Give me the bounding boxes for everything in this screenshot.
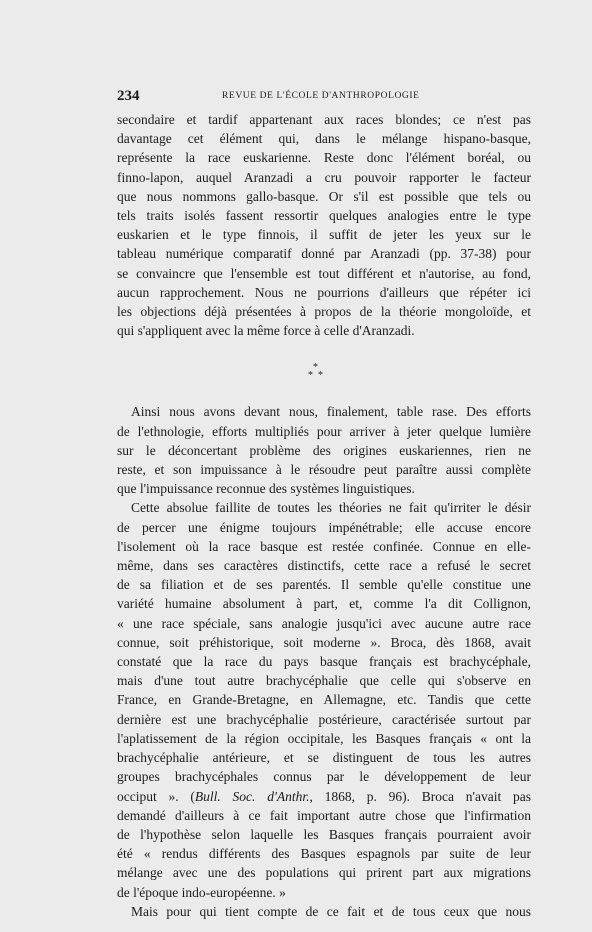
citation-suffix: , 1868, p. 96). Broca n'avait pas <box>309 788 531 804</box>
text-line: qui s'appliquent avec la même force à celle d'Aranzadi. <box>117 323 415 339</box>
text-line: groupes brachycéphales connus par le développement de leur <box>117 769 531 785</box>
asterisk: * <box>308 370 313 382</box>
text-line: l'aplatissement de la région occipitale, les Basques français « ont la <box>117 730 531 746</box>
text-line: de l'époque indo-européenne. » <box>117 884 286 900</box>
citation-journal-title: Bull. Soc. d'Anthr. <box>194 788 310 804</box>
paragraph-4 <box>117 902 531 921</box>
text-line: « une race spéciale, sans analogie jusqu'ici avec aucune autre race <box>117 615 531 631</box>
text-line: variété humaine absolument à part, et, comme l'a dit Collignon, <box>117 596 531 612</box>
text-line: de l'ethnologie, efforts multipliés pour arriver à jeter quelque lumière <box>117 423 531 439</box>
text-line: brachycéphalie antérieure, et se distinguent de tous les autres <box>117 750 531 766</box>
text-line: constaté que la race du pays basque français est brachycéphale, <box>117 654 531 670</box>
text-line: de sa filiation et de ses parentés. Il semble qu'elle constitue une <box>117 577 531 593</box>
asterisk: * <box>318 370 323 382</box>
text-line: Ainsi nous avons devant nous, finalement, table rase. Des efforts <box>131 404 531 420</box>
citation-prefix: occiput ». ( <box>117 788 195 804</box>
page-header <box>117 86 531 108</box>
section-break-asterism <box>117 344 531 402</box>
body-text <box>117 110 531 921</box>
asterisk: * <box>313 362 318 374</box>
text-line: finno-lapon, auquel Aranzadi a cru pouvoir rapporter le facteur <box>117 169 531 185</box>
text-line: que nous nommons gallo-basque. Or s'il est possible que tels ou <box>117 188 531 204</box>
text-line: mélange avec une des populations qui prirent part aux migrations <box>117 865 531 881</box>
page-number: 234 <box>117 88 140 104</box>
text-line: connue, soit préhistorique, soit moderne ». Broca, dès 1868, avait <box>117 634 531 650</box>
paragraph-2 <box>117 402 531 498</box>
citation-line <box>117 787 531 806</box>
text-line: reste, et son impuissance à le résoudre peut paraître aussi complète <box>117 462 531 478</box>
text-line: France, en Grande-Bretagne, en Allemagne, etc. Tandis que cette <box>117 692 531 708</box>
text-line: secondaire et tardif appartenant aux races blondes; ce n'est pas <box>117 112 531 127</box>
text-line: de l'hypothèse selon laquelle les Basques français pourraient avoir <box>117 826 531 842</box>
text-line: dernière est une brachycéphalie postérieure, caractérisée surtout par <box>117 711 531 727</box>
text-line: Mais pour qui tient compte de ce fait et de tous ceux que nous <box>131 903 531 919</box>
text-line: été « rendus différents des Basques espagnols par suite de leur <box>117 846 531 862</box>
text-line: aucun rapprochement. Nous ne pourrions d'ailleurs que répéter ici <box>117 284 531 300</box>
running-title: REVUE DE L'ÉCOLE D'ANTHROPOLOGIE <box>222 91 420 101</box>
text-line: les objections déjà présentées à propos de la théorie mongoloïde, et <box>117 304 531 320</box>
text-line: de percer une énigme toujours impénétrable; elle accuse encore <box>117 519 531 535</box>
text-line: mais d'une tout autre brachycéphalie que celle qui s'observe en <box>117 673 531 689</box>
text-line: tableau numérique comparatif donné par Aranzadi (pp. 37-38) pour <box>117 246 531 262</box>
text-line: que l'impuissance reconnue des systèmes linguistiques. <box>117 481 415 497</box>
text-line: se convaincre que l'ensemble est tout différent et n'autorise, au fond, <box>117 265 531 281</box>
text-line: représente la race euskarienne. Reste donc l'élément boréal, ou <box>117 150 531 166</box>
text-line: euskarien et le type finnois, il suffit de jeter les yeux sur le <box>117 227 531 243</box>
text-line: Cette absolue faillite de toutes les théories ne fait qu'irriter le désir <box>131 500 531 516</box>
text-line: demandé d'ailleurs à ce fait important autre chose que l'infirmation <box>117 807 531 823</box>
paragraph-1 <box>117 110 531 340</box>
paragraph-3 <box>117 498 531 901</box>
text-line: tels traits isolés fassent ressortir quelques analogies entre le type <box>117 208 531 224</box>
text-line: même, dans ses caractères distinctifs, cette race a refusé le secret <box>117 558 531 574</box>
text-line: l'isolement où la race basque est restée confinée. Connue en elle- <box>117 538 531 554</box>
text-line: davantage cet élément qui, dans le mélange hispano-basque, <box>117 131 531 147</box>
text-line: sur le déconcertant problème des origines euskariennes, rien ne <box>117 442 531 458</box>
